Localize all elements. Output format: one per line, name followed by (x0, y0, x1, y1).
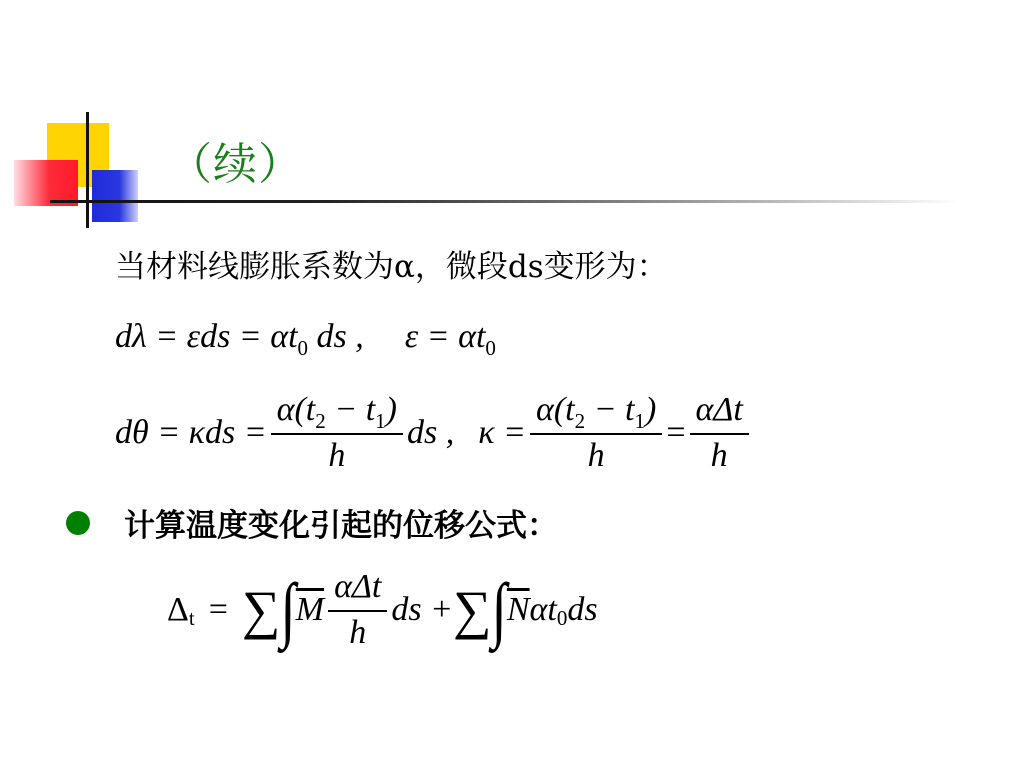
blue-square-decoration (92, 170, 138, 222)
fraction-4-numerator: αΔt (328, 568, 387, 612)
equation-displacement (167, 568, 598, 652)
eq3-mbar: $\overline{M}$ (295, 591, 325, 628)
fraction-3-denominator: h (710, 437, 728, 474)
eq3-tail-sub: 0 (556, 605, 568, 630)
slide-title: （续） (168, 139, 303, 190)
integral-icon: ∫ (280, 569, 296, 651)
title-underline-rule (50, 200, 960, 203)
eq3-tail-b: ds (567, 591, 598, 628)
eq3-lhs: Δ (167, 591, 189, 628)
eq3-nbar: $\overline{N}$ (506, 591, 530, 628)
eq3-lhs-sub: t (188, 605, 195, 630)
fraction-2 (530, 391, 662, 475)
vertical-rule (86, 112, 89, 228)
bullet-item (66, 500, 558, 545)
bullet-dot-icon (66, 511, 90, 535)
fraction-1 (271, 391, 403, 475)
equation-curvature (115, 385, 753, 481)
eq2-lhs: dθ = κds = (115, 414, 267, 451)
eq1-part-c: ε = αt (404, 318, 486, 355)
eq1-part-a: dλ = εds = αt (115, 318, 298, 355)
fraction-4-denominator: h (349, 614, 367, 651)
eq1-part-b: ds , (316, 318, 364, 355)
fraction-4 (328, 568, 387, 652)
fraction-1-denominator: h (328, 437, 346, 474)
eq3-tail-a: αt (529, 591, 557, 628)
eq2-after: ds , (406, 414, 455, 451)
eq1-sub-c: 0 (485, 336, 496, 360)
intro-text: 当材料线膨胀系数为α，微段ds变形为： (115, 249, 668, 285)
bullet-text: 计算温度变化引起的位移公式： (124, 508, 558, 544)
integral-icon-2: ∫ (491, 569, 507, 651)
fraction-1-numerator: $\alpha(t_2 - t_1)$ (271, 391, 403, 435)
eq3-equals: = (208, 591, 228, 628)
equation-strain (115, 318, 496, 360)
fraction-2-numerator: $\alpha(t_2 - t_1)$ (530, 391, 662, 435)
fraction-3-numerator: αΔt (690, 391, 749, 435)
fraction-3 (690, 391, 749, 475)
eq3-ds-plus: ds + (391, 591, 454, 628)
summation-icon-2: ∑ (453, 580, 492, 640)
fraction-2-denominator: h (587, 437, 605, 474)
eq2-equals: = (666, 414, 686, 451)
eq1-sub-a: 0 (297, 336, 309, 360)
eq2-kappa: κ = (478, 414, 526, 451)
summation-icon: ∑ (241, 580, 281, 640)
